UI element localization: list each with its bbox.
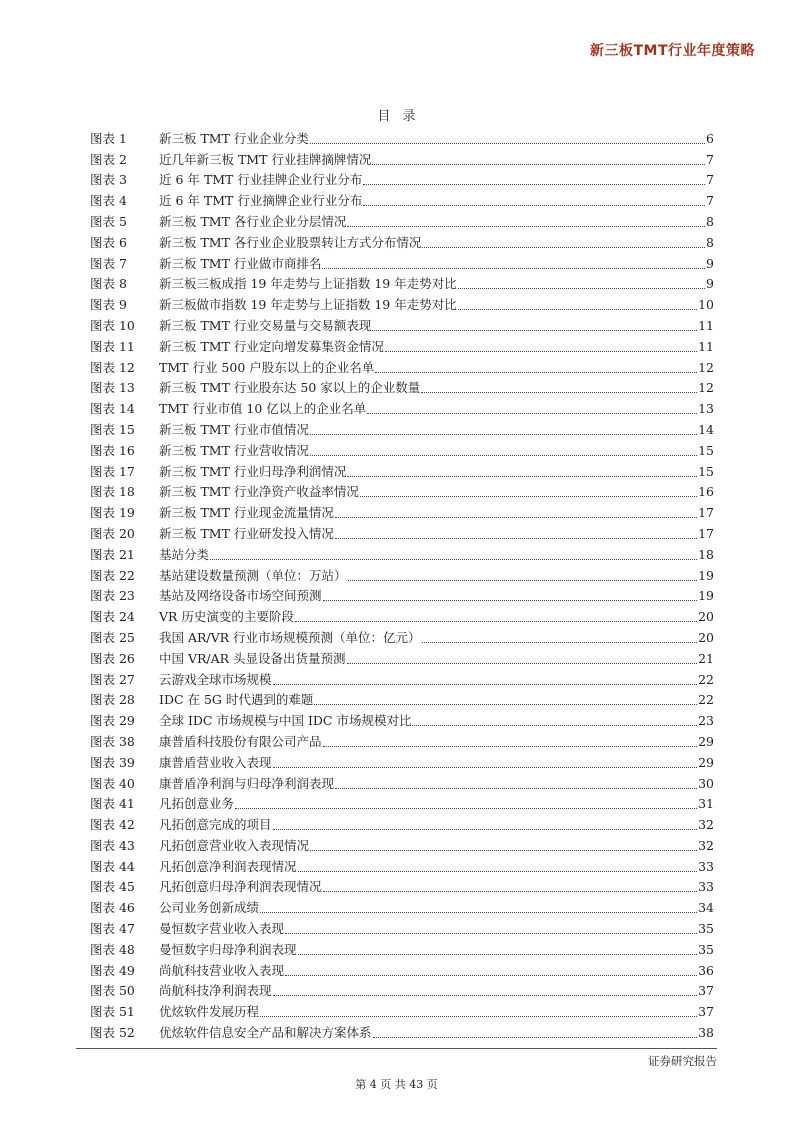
toc-entry-number: 图表 19 — [90, 505, 135, 521]
toc-entry-number: 图表 50 — [90, 983, 135, 999]
toc-dot-leader — [273, 684, 698, 685]
toc-entry-page: 33 — [698, 858, 714, 874]
toc-dot-leader — [273, 767, 698, 768]
toc-entry-page: 21 — [698, 650, 714, 666]
toc-dot-leader — [273, 829, 698, 830]
toc-entry-title: 新三板 TMT 行业现金流量情况 — [159, 505, 334, 521]
toc-dot-leader — [335, 788, 697, 789]
toc-entry-page: 20 — [698, 609, 714, 625]
toc-entry-number: 图表 27 — [90, 671, 135, 687]
toc-entry[interactable] — [90, 521, 714, 542]
toc-entry-number: 图表 43 — [90, 837, 135, 853]
toc-entry-number: 图表 26 — [90, 650, 135, 666]
toc-dot-leader — [458, 288, 705, 289]
toc-entry[interactable] — [90, 272, 714, 293]
toc-entry-number: 图表 51 — [90, 1004, 135, 1020]
toc-dot-leader — [372, 164, 705, 165]
toc-entry[interactable] — [90, 979, 714, 1000]
toc-entry[interactable] — [90, 833, 714, 854]
toc-entry-page: 22 — [698, 692, 714, 708]
toc-dot-leader — [298, 954, 698, 955]
toc-dot-leader — [422, 642, 698, 643]
toc-dot-leader — [210, 559, 697, 560]
toc-entry[interactable] — [90, 584, 714, 605]
toc-entry[interactable] — [90, 563, 714, 584]
toc-dot-leader — [385, 351, 697, 352]
toc-entry[interactable] — [90, 334, 714, 355]
toc-entry-number: 图表 2 — [90, 151, 127, 167]
toc-entry-number: 图表 49 — [90, 962, 135, 978]
toc-dot-leader — [347, 226, 705, 227]
toc-dot-leader — [298, 871, 698, 872]
toc-entry-number: 图表 42 — [90, 817, 135, 833]
toc-entry-title: 凡拓创意完成的项目 — [159, 817, 272, 833]
toc-entry[interactable] — [90, 396, 714, 417]
toc-entry[interactable] — [90, 854, 714, 875]
toc-entry-title: 新三板 TMT 行业交易量与交易额表现 — [159, 317, 372, 333]
toc-entry-title: 新三板 TMT 行业股东达 50 家以上的企业数量 — [159, 380, 421, 396]
toc-entry[interactable] — [90, 708, 714, 729]
toc-entry-title: IDC 在 5G 时代遇到的难题 — [159, 692, 314, 708]
toc-entry-title: TMT 行业市值 10 亿以上的企业名单 — [159, 401, 367, 417]
toc-entry-page: 20 — [698, 629, 714, 645]
toc-dot-leader — [310, 455, 697, 456]
toc-entry-page: 29 — [698, 754, 714, 770]
toc-entry-page: 38 — [698, 1025, 714, 1041]
toc-entry[interactable] — [90, 376, 714, 397]
report-title: 新三板TMT行业年度策略 — [589, 43, 755, 59]
toc-entry-number: 图表 11 — [90, 338, 135, 354]
toc-entry-number: 图表 28 — [90, 692, 135, 708]
toc-entry[interactable] — [90, 438, 714, 459]
toc-dot-leader — [235, 808, 697, 809]
toc-entry-title: 全球 IDC 市场规模与中国 IDC 市场规模对比 — [159, 713, 412, 729]
toc-entry-page: 16 — [698, 484, 714, 500]
toc-entry-title: 新三板 TMT 行业做市商排名 — [159, 255, 322, 271]
toc-dot-leader — [458, 309, 697, 310]
toc-entry[interactable] — [90, 251, 714, 272]
toc-entry-number: 图表 38 — [90, 733, 135, 749]
toc-dot-leader — [323, 746, 698, 747]
toc-entry-page: 15 — [698, 463, 714, 479]
toc-entry-title: 新三板 TMT 行业营收情况 — [159, 442, 309, 458]
toc-entry-title: 新三板 TMT 行业净资产收益率情况 — [159, 484, 359, 500]
toc-entry-page: 9 — [706, 276, 714, 292]
toc-entry-title: VR 历史演变的主要阶段 — [159, 609, 294, 625]
toc-entry-page: 11 — [698, 317, 714, 333]
toc-entry[interactable] — [90, 875, 714, 896]
toc-dot-leader — [323, 891, 698, 892]
toc-entry-page: 6 — [706, 130, 714, 146]
toc-entry-number: 图表 7 — [90, 255, 127, 271]
toc-entry-number: 图表 40 — [90, 775, 135, 791]
toc-dot-leader — [363, 205, 705, 206]
toc-entry-title: 近 6 年 TMT 行业挂牌企业行业分布 — [159, 172, 363, 188]
toc-entry-title: 尚航科技营业收入表现 — [159, 962, 285, 978]
toc-entry[interactable] — [90, 292, 714, 313]
toc-dot-leader — [348, 580, 698, 581]
toc-entry-number: 图表 52 — [90, 1025, 135, 1041]
toc-entry-number: 图表 3 — [90, 172, 127, 188]
toc-entry-page: 12 — [698, 380, 714, 396]
toc-entry[interactable] — [90, 126, 714, 147]
footer-divider — [76, 1048, 717, 1049]
toc-entry-number: 图表 16 — [90, 442, 135, 458]
toc-dot-leader — [260, 912, 697, 913]
toc-entry-page: 19 — [698, 588, 714, 604]
toc-entry-page: 35 — [698, 921, 714, 937]
toc-entry-title: 优炫软件信息安全产品和解决方案体系 — [159, 1025, 372, 1041]
toc-entry-page: 14 — [698, 421, 714, 437]
toc-entry[interactable] — [90, 937, 714, 958]
toc-entry-title: 新三板 TMT 行业研发投入情况 — [159, 525, 334, 541]
toc-entry-title: 凡拓创意营业收入表现情况 — [159, 837, 310, 853]
toc-entry[interactable] — [90, 604, 714, 625]
toc-entry-title: 新三板 TMT 行业企业分类 — [159, 130, 309, 146]
toc-dot-leader — [273, 995, 698, 996]
toc-entry[interactable] — [90, 999, 714, 1020]
toc-entry-title: 新三板 TMT 行业归母净利润情况 — [159, 463, 347, 479]
toc-entry-number: 图表 15 — [90, 421, 135, 437]
toc-entry[interactable] — [90, 542, 714, 563]
toc-entry[interactable] — [90, 209, 714, 230]
toc-dot-leader — [260, 1016, 697, 1017]
toc-dot-leader — [310, 143, 705, 144]
toc-entry-number: 图表 47 — [90, 921, 135, 937]
toc-entry-page: 17 — [698, 525, 714, 541]
toc-entry-number: 图表 14 — [90, 401, 135, 417]
toc-entry-title: 曼恒数字营业收入表现 — [159, 921, 285, 937]
toc-entry[interactable] — [90, 459, 714, 480]
toc-entry-page: 32 — [698, 817, 714, 833]
toc-dot-leader — [335, 517, 697, 518]
toc-entry-page: 37 — [698, 983, 714, 999]
toc-entry[interactable] — [90, 812, 714, 833]
toc-entry-title: 近 6 年 TMT 行业摘牌企业行业分布 — [159, 193, 363, 209]
toc-entry-title: 新三板 TMT 行业市值情况 — [159, 421, 309, 437]
toc-entry-page: 12 — [698, 359, 714, 375]
toc-entry[interactable] — [90, 916, 714, 937]
toc-entry-number: 图表 18 — [90, 484, 135, 500]
toc-entry-page: 32 — [698, 837, 714, 853]
toc-entry-page: 13 — [698, 401, 714, 417]
toc-entry-number: 图表 46 — [90, 900, 135, 916]
toc-dot-leader — [367, 413, 697, 414]
toc-entry-number: 图表 23 — [90, 588, 135, 604]
toc-entry[interactable] — [90, 500, 714, 521]
toc-entry-number: 图表 12 — [90, 359, 135, 375]
toc-entry-number: 图表 17 — [90, 463, 135, 479]
toc-entry-number: 图表 45 — [90, 879, 135, 895]
toc-entry-title: 基站建设数量预测（单位：万站） — [159, 567, 347, 583]
toc-entry[interactable] — [90, 230, 714, 251]
toc-dot-leader — [335, 538, 697, 539]
toc-dot-leader — [372, 330, 697, 331]
toc-entry[interactable] — [90, 188, 714, 209]
footer-label: 证券研究报告 — [648, 1054, 717, 1068]
toc-entry-page: 17 — [698, 505, 714, 521]
toc-entry-number: 图表 5 — [90, 213, 127, 229]
toc-entry-page: 31 — [698, 796, 714, 812]
toc-entry-page: 29 — [698, 733, 714, 749]
toc-entry-title: 我国 AR/VR 行业市场规模预测（单位：亿元） — [159, 629, 421, 645]
toc-entry-title: 曼恒数字归母净利润表现 — [159, 941, 297, 957]
toc-dot-leader — [373, 1037, 698, 1038]
toc-entry-page: 9 — [706, 255, 714, 271]
toc-entry-page: 7 — [706, 151, 714, 167]
toc-entry-number: 图表 22 — [90, 567, 135, 583]
toc-entry-number: 图表 6 — [90, 234, 127, 250]
toc-entry-page: 37 — [698, 1004, 714, 1020]
toc-entry-page: 7 — [706, 193, 714, 209]
toc-entry-number: 图表 13 — [90, 380, 135, 396]
toc-entry-title: 新三板 TMT 各行业企业股票转让方式分布情况 — [159, 234, 422, 250]
toc-entry-page: 18 — [698, 546, 714, 562]
toc-dot-leader — [347, 476, 697, 477]
toc-dot-leader — [285, 933, 697, 934]
toc-dot-leader — [363, 184, 705, 185]
toc-entry-title: 公司业务创新成绩 — [159, 900, 260, 916]
toc-entry-page: 8 — [706, 234, 714, 250]
toc-entry-title: 凡拓创意净利润表现情况 — [159, 858, 297, 874]
toc-entry-title: 中国 VR/AR 头显设备出货量预测 — [159, 650, 346, 666]
toc-dot-leader — [347, 663, 698, 664]
toc-entry-number: 图表 24 — [90, 609, 135, 625]
toc-entry-title: 凡拓创意归母净利润表现情况 — [159, 879, 322, 895]
toc-entry-number: 图表 39 — [90, 754, 135, 770]
toc-entry[interactable] — [90, 355, 714, 376]
toc-entry-title: 康普盾营业收入表现 — [159, 754, 272, 770]
toc-entry[interactable] — [90, 895, 714, 916]
toc-entry-page: 8 — [706, 213, 714, 229]
toc-dot-leader — [421, 392, 697, 393]
toc-entry-page: 19 — [698, 567, 714, 583]
toc-entry-page: 34 — [698, 900, 714, 916]
toc-entry-title: 康普盾净利润与归母净利润表现 — [159, 775, 335, 791]
toc-entry-page: 23 — [698, 713, 714, 729]
toc-entry-title: 新三板 TMT 行业定向增发募集资金情况 — [159, 338, 384, 354]
page-number: 第 4 页 共 43 页 — [355, 1078, 438, 1091]
toc-entry[interactable] — [90, 480, 714, 501]
toc-entry-title: 康普盾科技股份有限公司产品 — [159, 733, 322, 749]
toc-entry-title: 优炫软件发展历程 — [159, 1004, 260, 1020]
toc-entry-page: 22 — [698, 671, 714, 687]
toc-entry-number: 图表 4 — [90, 193, 127, 209]
toc-dot-leader — [422, 247, 705, 248]
toc-dot-leader — [295, 621, 697, 622]
toc-entry-title: 新三板 TMT 各行业企业分层情况 — [159, 213, 347, 229]
toc-entry-page: 11 — [698, 338, 714, 354]
toc-dot-leader — [310, 434, 697, 435]
toc-entry[interactable] — [90, 313, 714, 334]
toc-entry-page: 30 — [698, 775, 714, 791]
toc-entry[interactable] — [90, 625, 714, 646]
toc-entry-title: 新三板做市指数 19 年走势与上证指数 19 年走势对比 — [159, 297, 457, 313]
toc-entry-page: 33 — [698, 879, 714, 895]
toc-entry[interactable] — [90, 771, 714, 792]
toc-entry-page: 36 — [698, 962, 714, 978]
toc-dot-leader — [322, 268, 705, 269]
toc-entry-number: 图表 8 — [90, 276, 127, 292]
toc-entry-number: 图表 1 — [90, 130, 127, 146]
toc-dot-leader — [412, 725, 697, 726]
toc-entry-title: 基站及网络设备市场空间预测 — [159, 588, 322, 604]
toc-entry-title: 尚航科技净利润表现 — [159, 983, 272, 999]
toc-entry-title: 云游戏全球市场规模 — [159, 671, 272, 687]
toc-entry-number: 图表 44 — [90, 858, 135, 874]
toc-entry[interactable] — [90, 168, 714, 189]
toc-entry-number: 图表 41 — [90, 796, 135, 812]
toc-entry-number: 图表 48 — [90, 941, 135, 957]
toc-entry[interactable] — [90, 667, 714, 688]
toc-dot-leader — [310, 850, 697, 851]
toc-entry[interactable] — [90, 958, 714, 979]
toc-entry-number: 图表 21 — [90, 546, 135, 562]
toc-dot-leader — [323, 600, 698, 601]
toc-entry-title: 基站分类 — [159, 546, 210, 562]
toc-entry-title: 凡拓创意业务 — [159, 796, 235, 812]
toc-entry-page: 35 — [698, 941, 714, 957]
toc-heading: 目录 — [377, 109, 428, 124]
toc-entry-number: 图表 20 — [90, 525, 135, 541]
toc-entry-title: TMT 行业 500 户股东以上的企业名单 — [159, 359, 375, 375]
toc-entry-number: 图表 25 — [90, 629, 135, 645]
toc-entry[interactable] — [90, 729, 714, 750]
toc-entry[interactable] — [90, 1020, 714, 1041]
toc-entry[interactable] — [90, 147, 714, 168]
table-of-figures — [90, 126, 714, 1041]
toc-entry[interactable] — [90, 417, 714, 438]
toc-dot-leader — [360, 496, 697, 497]
toc-entry-number: 图表 10 — [90, 317, 135, 333]
toc-entry[interactable] — [90, 688, 714, 709]
toc-entry-title: 近几年新三板 TMT 行业挂牌摘牌情况 — [159, 151, 372, 167]
toc-entry-title: 新三板三板成指 19 年走势与上证指数 19 年走势对比 — [159, 276, 457, 292]
toc-entry[interactable] — [90, 792, 714, 813]
toc-entry-number: 图表 9 — [90, 297, 127, 313]
toc-entry-page: 15 — [698, 442, 714, 458]
toc-entry-page: 10 — [698, 297, 714, 313]
toc-dot-leader — [375, 372, 697, 373]
toc-dot-leader — [314, 704, 697, 705]
toc-entry-page: 7 — [706, 172, 714, 188]
toc-entry-number: 图表 29 — [90, 713, 135, 729]
toc-entry[interactable] — [90, 646, 714, 667]
toc-entry[interactable] — [90, 750, 714, 771]
toc-dot-leader — [285, 975, 697, 976]
